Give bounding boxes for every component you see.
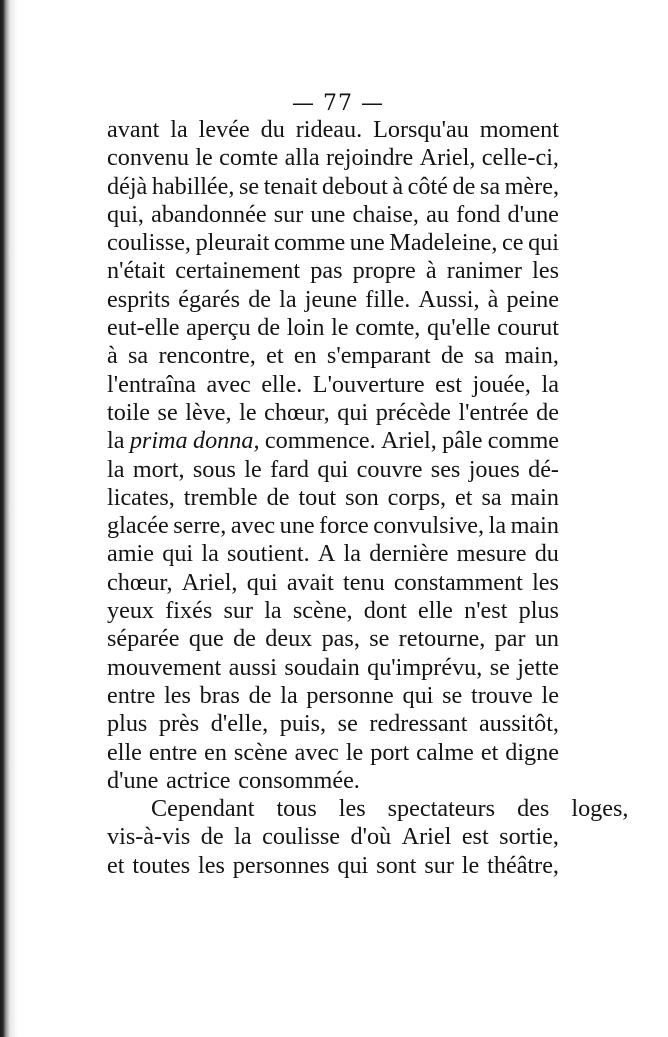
word: aussi [228, 653, 277, 681]
word: du [534, 540, 559, 568]
word: abandonnée [151, 200, 267, 228]
word: lève, [185, 398, 232, 426]
word: comte, [355, 314, 421, 342]
word: rencontre, [158, 342, 256, 370]
word: qui [162, 540, 194, 568]
text-line [107, 682, 559, 710]
word: soutient. [227, 540, 310, 568]
word: ranimer [446, 257, 522, 285]
text-line [107, 427, 559, 455]
word: se [442, 681, 463, 709]
word: la [201, 540, 219, 568]
word: la [107, 427, 125, 455]
word: mort, [132, 455, 185, 483]
word: et [480, 738, 499, 766]
text-line [107, 144, 559, 172]
word: déjà [107, 172, 148, 200]
word: avec [206, 370, 251, 398]
text-line [107, 371, 559, 399]
text-line [107, 767, 559, 795]
word: courut [497, 314, 559, 342]
word: d'une [107, 766, 159, 794]
word: esprits [107, 285, 171, 313]
word: tremble [183, 483, 258, 511]
text-line [107, 173, 559, 201]
word: fixés [165, 597, 213, 625]
word: se [157, 398, 178, 426]
word: est [435, 370, 462, 398]
word: aussitôt, [479, 710, 559, 738]
word: les [532, 257, 559, 285]
word: consommée. [238, 766, 360, 794]
word: force [319, 512, 369, 540]
word: la [488, 512, 507, 540]
word: à [425, 257, 437, 285]
word: les [198, 851, 225, 879]
word: que [188, 625, 224, 653]
word: du [260, 116, 285, 143]
word: plus [518, 597, 559, 625]
word: sa [479, 172, 501, 200]
word: bras [199, 681, 240, 709]
word: digne [505, 738, 559, 766]
text-line [107, 852, 559, 880]
word: d'où [350, 823, 392, 851]
word: scène, [292, 597, 353, 625]
word: retourne, [398, 625, 486, 653]
word: pas, [321, 625, 360, 653]
word: ses [430, 455, 461, 483]
word: deux [265, 625, 313, 653]
text-line [107, 625, 559, 653]
word: jeune [304, 285, 358, 313]
text-line [107, 654, 559, 682]
word: qu'elle [427, 314, 491, 342]
word: Ariel, [381, 427, 437, 455]
word: Ariel, [181, 568, 238, 596]
word: comme [487, 427, 559, 455]
word: de [266, 483, 290, 511]
word: de [452, 172, 476, 200]
word: se [337, 710, 358, 738]
word: jette [517, 653, 559, 681]
word: yeux [107, 597, 155, 625]
word: soudain [284, 653, 360, 681]
word: debout [321, 172, 388, 200]
word: fard [270, 455, 310, 483]
word: tous [276, 795, 317, 823]
word: fille. [365, 285, 411, 313]
word: redressant [369, 710, 468, 738]
word: la [264, 597, 282, 625]
word: personne [306, 681, 394, 709]
word: une [310, 200, 346, 228]
word: elle [107, 738, 142, 766]
word: de [248, 681, 272, 709]
word: loges, [571, 795, 629, 823]
word: Ariel [401, 823, 452, 851]
text-line [107, 286, 559, 314]
word: A [317, 540, 336, 568]
word: n'est [464, 597, 508, 625]
word: toile [107, 398, 150, 426]
word: les [532, 568, 559, 596]
word: dernière [369, 540, 449, 568]
word: se [369, 625, 390, 653]
word: la [343, 540, 361, 568]
word: côté [407, 172, 448, 200]
word: avait [286, 568, 334, 596]
word: aperçu [186, 314, 251, 342]
word: mère, [504, 172, 559, 200]
word: propre [352, 257, 416, 285]
binding-edge [0, 0, 22, 1037]
word: à [392, 172, 404, 200]
word: chœur, [264, 398, 330, 426]
word: s'emparant [326, 342, 431, 370]
word: levée [198, 116, 250, 143]
word: l'entrée [458, 398, 529, 426]
word: Cependant [151, 795, 255, 823]
text-line [107, 795, 629, 823]
word: qu'imprévu, [367, 653, 483, 681]
page-number [0, 91, 668, 116]
word: les [338, 795, 366, 823]
word: de [200, 823, 224, 851]
word: tenu [343, 568, 385, 596]
word: habillée, [151, 172, 235, 200]
word: serre, [173, 512, 227, 540]
word: rideau. [295, 116, 363, 143]
word: prima [129, 427, 188, 455]
word: la [280, 681, 298, 709]
word: avec [294, 738, 339, 766]
word: sa [481, 483, 502, 511]
word: le [239, 398, 257, 426]
word: mouvement [107, 653, 222, 681]
word: théâtre, [487, 851, 559, 879]
word: glacée [107, 512, 169, 540]
word: l'entraîna [107, 370, 196, 398]
word: d'elle, [210, 710, 269, 738]
text-line [107, 116, 559, 144]
word: la [170, 116, 188, 143]
text-line [107, 229, 559, 257]
word: fond [456, 200, 501, 228]
word: Ariel, [419, 144, 476, 172]
text-line [107, 314, 559, 342]
word: jouée, [472, 370, 531, 398]
word: qui [246, 568, 278, 596]
word: scène [233, 738, 288, 766]
word: entre [148, 738, 198, 766]
word: eut-elle [107, 314, 180, 342]
text-line [107, 399, 559, 427]
text-line [107, 597, 559, 625]
word: des [517, 795, 550, 823]
word: sous [192, 455, 236, 483]
word: en [293, 342, 317, 370]
word: par [494, 625, 526, 653]
word: donna, [192, 427, 260, 455]
word: les [164, 681, 191, 709]
word: qui [402, 681, 434, 709]
word: convenu [107, 144, 189, 172]
word: qui, [107, 200, 144, 228]
word: pleurait [195, 229, 270, 257]
word: qui [337, 851, 369, 879]
text-line [107, 512, 559, 540]
text-line [107, 739, 559, 767]
word: amie [107, 540, 155, 568]
word: joues [468, 455, 520, 483]
text-line [107, 257, 559, 285]
page-number-text: — 77 — [292, 91, 384, 116]
word: corps, [387, 483, 447, 511]
word: rejoindre [325, 144, 414, 172]
word: plus [107, 710, 148, 738]
word: puis, [279, 710, 327, 738]
word: mesure [456, 540, 527, 568]
word: pas [310, 257, 343, 285]
word: se [489, 653, 510, 681]
word: de [248, 285, 272, 313]
word: tout [298, 483, 337, 511]
word: constamment [393, 568, 523, 596]
word: précède [375, 398, 451, 426]
word: sont [376, 851, 417, 879]
word: licates, [107, 483, 175, 511]
word: sa [474, 342, 495, 370]
word: sur [424, 851, 454, 879]
word: le [461, 851, 480, 879]
word: le [331, 314, 349, 342]
word: qui [317, 455, 349, 483]
word: égarés [178, 285, 241, 313]
word: qui [528, 229, 559, 257]
word: à [487, 285, 499, 313]
word: se [239, 172, 260, 200]
word: le [244, 455, 262, 483]
word: la [279, 285, 297, 313]
word: qui [337, 398, 369, 426]
word: de [536, 398, 559, 426]
word: comte [219, 144, 279, 172]
word: d'une [507, 200, 559, 228]
word: une [349, 229, 385, 257]
word: en [204, 738, 227, 766]
word: la [107, 455, 125, 483]
text-line [107, 342, 559, 370]
word: tenait [263, 172, 318, 200]
text-line [107, 569, 559, 597]
word: sur [223, 597, 253, 625]
word: dé- [528, 455, 559, 483]
word: peine [506, 285, 559, 313]
word: près [158, 710, 200, 738]
word: de [233, 625, 256, 653]
word: sur [273, 200, 304, 228]
word: alla [284, 144, 320, 172]
text-line [107, 456, 559, 484]
word: et [107, 851, 125, 879]
word: son [345, 483, 379, 511]
word: calme [416, 738, 474, 766]
word: la [234, 823, 252, 851]
word: le [195, 144, 213, 172]
word: à [107, 342, 118, 370]
text-line [107, 710, 559, 738]
word: elle [418, 597, 453, 625]
word: dont [363, 597, 407, 625]
word: de [257, 314, 281, 342]
word: comme [274, 229, 346, 257]
word: n'était [107, 257, 166, 285]
word: main, [504, 342, 559, 370]
word: trouve [470, 681, 533, 709]
word: chaise, [352, 200, 419, 228]
word: et [455, 483, 473, 511]
word: spectateurs [387, 795, 496, 823]
word: sa [128, 342, 149, 370]
word: vis-à-vis [107, 823, 191, 851]
word: L'ouverture [312, 370, 425, 398]
word: commence. [264, 427, 376, 455]
text-line [107, 201, 559, 229]
word: Aussi, [418, 285, 480, 313]
word: ce [502, 229, 524, 257]
body-text [107, 116, 629, 880]
word: couvre [356, 455, 423, 483]
text-line [107, 823, 559, 851]
word: avant [107, 116, 160, 143]
word: convulsive, [373, 512, 485, 540]
word: loin [286, 314, 325, 342]
word: actrice [166, 766, 231, 794]
word: personnes [232, 851, 330, 879]
word: avec [230, 512, 276, 540]
word: port [370, 738, 410, 766]
word: au [426, 200, 449, 228]
word: de [440, 342, 464, 370]
word: coulisse [262, 823, 341, 851]
text-line [107, 484, 559, 512]
word: un [534, 625, 559, 653]
word: main [510, 512, 559, 540]
text-line [107, 540, 559, 568]
word: séparée [107, 625, 180, 653]
word: et [266, 342, 284, 370]
word: est [461, 823, 489, 851]
word: entre [107, 681, 156, 709]
word: le [345, 738, 364, 766]
word: certainement [175, 257, 301, 285]
word: moment [479, 116, 559, 143]
word: Lorsqu'au [373, 116, 469, 143]
word: toutes [132, 851, 191, 879]
word: pâle [442, 427, 483, 455]
word: chœur, [107, 568, 173, 596]
word: le [541, 681, 559, 709]
word: la [541, 370, 559, 398]
word: sortie, [499, 823, 559, 851]
word: coulisse, [107, 229, 191, 257]
word: une [279, 512, 315, 540]
word: celle-ci, [481, 144, 559, 172]
word: elle. [261, 370, 303, 398]
word: main [510, 483, 559, 511]
word: Madeleine, [389, 229, 498, 257]
